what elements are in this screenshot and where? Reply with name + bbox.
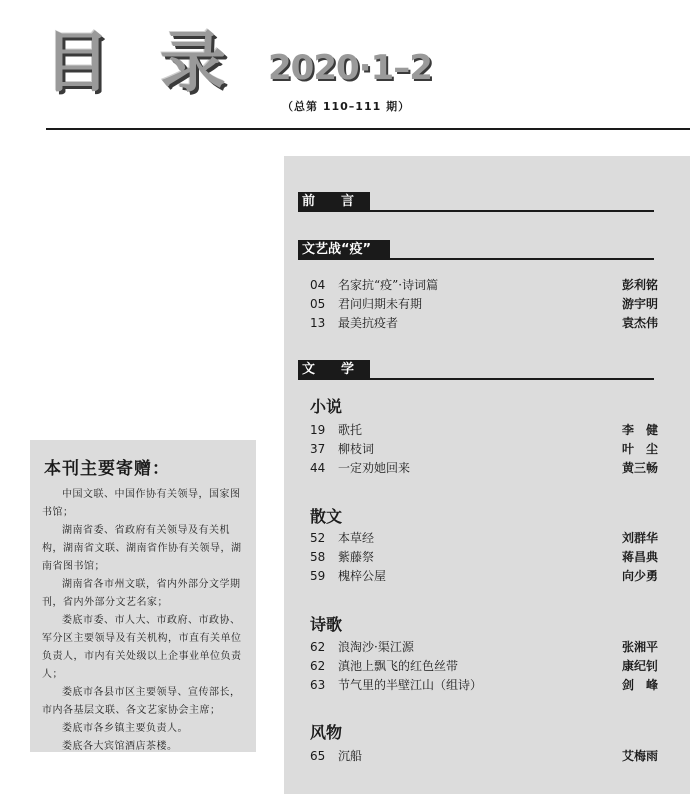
entry-author: 李 健 bbox=[621, 423, 658, 437]
section-rule bbox=[298, 210, 654, 212]
gift-paragraph: 湖南省委、省政府有关领导及有关机构，湖南省文联、湖南省作协有关领导，湖南省图书馆； bbox=[42, 525, 242, 572]
entry-page: 52 bbox=[310, 531, 326, 545]
section-preface bbox=[298, 192, 654, 212]
entry-page: 59 bbox=[310, 569, 326, 583]
entry-title: 滇池上飘飞的红色丝带 bbox=[338, 659, 459, 673]
entry-title: 沉船 bbox=[338, 749, 363, 763]
header-title-char-2: 录 bbox=[160, 24, 226, 101]
entry-page: 65 bbox=[310, 749, 326, 763]
entry-title: 槐梓公屋 bbox=[338, 569, 387, 583]
entry-page: 63 bbox=[310, 678, 326, 692]
section-rule bbox=[298, 258, 654, 260]
section-literature bbox=[298, 360, 654, 380]
gift-paragraph: 中国文联、中国作协有关领导，国家图书馆； bbox=[42, 489, 241, 518]
entry-title: 紫藤祭 bbox=[338, 550, 375, 564]
entry-page: 62 bbox=[310, 659, 326, 673]
header-rule bbox=[46, 128, 690, 130]
entry-page: 04 bbox=[310, 278, 326, 292]
entry-page: 19 bbox=[310, 423, 326, 437]
gift-paragraph: 湖南省各市州文联，省内外部分文学期刊，省内外部分文艺名家； bbox=[42, 579, 241, 608]
entry-title: 歌托 bbox=[338, 423, 363, 437]
gift-paragraph: 娄底市各乡镇主要负责人。 bbox=[62, 723, 188, 734]
section-anti-epidemic bbox=[298, 240, 654, 260]
entry-page: 58 bbox=[310, 550, 326, 564]
entry-author: 黄三畅 bbox=[621, 461, 658, 475]
entry-page: 44 bbox=[310, 461, 326, 475]
entry-author: 剑 峰 bbox=[621, 678, 658, 692]
entry-author: 康纪钊 bbox=[621, 659, 658, 673]
entry-page: 37 bbox=[310, 442, 326, 456]
toc-entry[interactable] bbox=[310, 314, 658, 332]
section-rule bbox=[298, 378, 654, 380]
entry-author: 袁杰伟 bbox=[621, 316, 658, 330]
toc-entry[interactable] bbox=[310, 567, 658, 585]
entry-title: 本草经 bbox=[338, 531, 375, 545]
gift-box bbox=[30, 440, 256, 752]
entry-author: 游宇明 bbox=[621, 297, 658, 311]
gift-paragraph: 娄底各大宾馆酒店茶楼。 bbox=[62, 741, 178, 752]
entry-title: 名家抗“疫”·诗词篇 bbox=[338, 278, 439, 292]
toc-entry[interactable] bbox=[310, 276, 658, 294]
entry-author: 向少勇 bbox=[621, 569, 658, 583]
toc-entry[interactable] bbox=[310, 459, 658, 477]
gift-paragraph: 娄底市各县市区主要领导、宣传部长，市内各基层文联、各文艺家协会主席； bbox=[42, 687, 241, 716]
entry-author: 张湘平 bbox=[621, 640, 658, 654]
gift-box-title: 本刊主要寄赠： bbox=[44, 459, 170, 479]
toc-entry[interactable] bbox=[310, 529, 658, 547]
entry-page: 62 bbox=[310, 640, 326, 654]
toc-entry[interactable] bbox=[310, 747, 658, 765]
toc-entry[interactable] bbox=[310, 440, 658, 458]
entry-author: 叶 尘 bbox=[621, 442, 658, 456]
subsection-heading: 散文 bbox=[310, 507, 343, 526]
entry-page: 13 bbox=[310, 316, 326, 330]
toc-entry[interactable] bbox=[310, 548, 658, 566]
header-title-char-1: 目 bbox=[44, 24, 110, 101]
subsection-heading: 诗歌 bbox=[310, 615, 343, 634]
toc-entry[interactable] bbox=[310, 638, 658, 656]
issue-date: 2020·1–2 bbox=[268, 48, 432, 88]
entry-author: 刘群华 bbox=[621, 531, 658, 545]
entry-title: 柳枝词 bbox=[338, 442, 375, 456]
section-label: 前 言 bbox=[298, 192, 370, 212]
issue-number: （总第 110–111 期） bbox=[282, 100, 411, 113]
subsection-heading: 风物 bbox=[310, 723, 343, 742]
gift-paragraph: 娄底市委、市人大、市政府、市政协、军分区主要领导及有关机构，市直有关单位负责人，市内有关处级以上企事业单位负责人； bbox=[42, 615, 242, 680]
toc-entry[interactable] bbox=[310, 657, 658, 675]
toc-entry[interactable] bbox=[310, 676, 658, 694]
entry-page: 05 bbox=[310, 297, 326, 311]
toc-entry[interactable] bbox=[310, 295, 658, 313]
entry-author: 蒋昌典 bbox=[621, 550, 658, 564]
table-of-contents bbox=[284, 156, 690, 794]
section-label: 文艺战“疫” bbox=[298, 240, 390, 260]
entry-title: 浪淘沙·渠江源 bbox=[338, 640, 414, 654]
subsection-heading: 小说 bbox=[310, 397, 343, 416]
section-label: 文 学 bbox=[298, 360, 370, 380]
gift-box-body bbox=[42, 486, 242, 756]
entry-title: 最美抗疫者 bbox=[338, 316, 399, 330]
entry-author: 彭利铭 bbox=[621, 278, 658, 292]
entry-author: 艾梅雨 bbox=[621, 749, 658, 763]
entry-title: 一定劝她回来 bbox=[338, 461, 411, 475]
entry-title: 君问归期未有期 bbox=[338, 297, 423, 311]
toc-entry[interactable] bbox=[310, 421, 658, 439]
entry-title: 节气里的半壁江山（组诗） bbox=[338, 678, 483, 692]
